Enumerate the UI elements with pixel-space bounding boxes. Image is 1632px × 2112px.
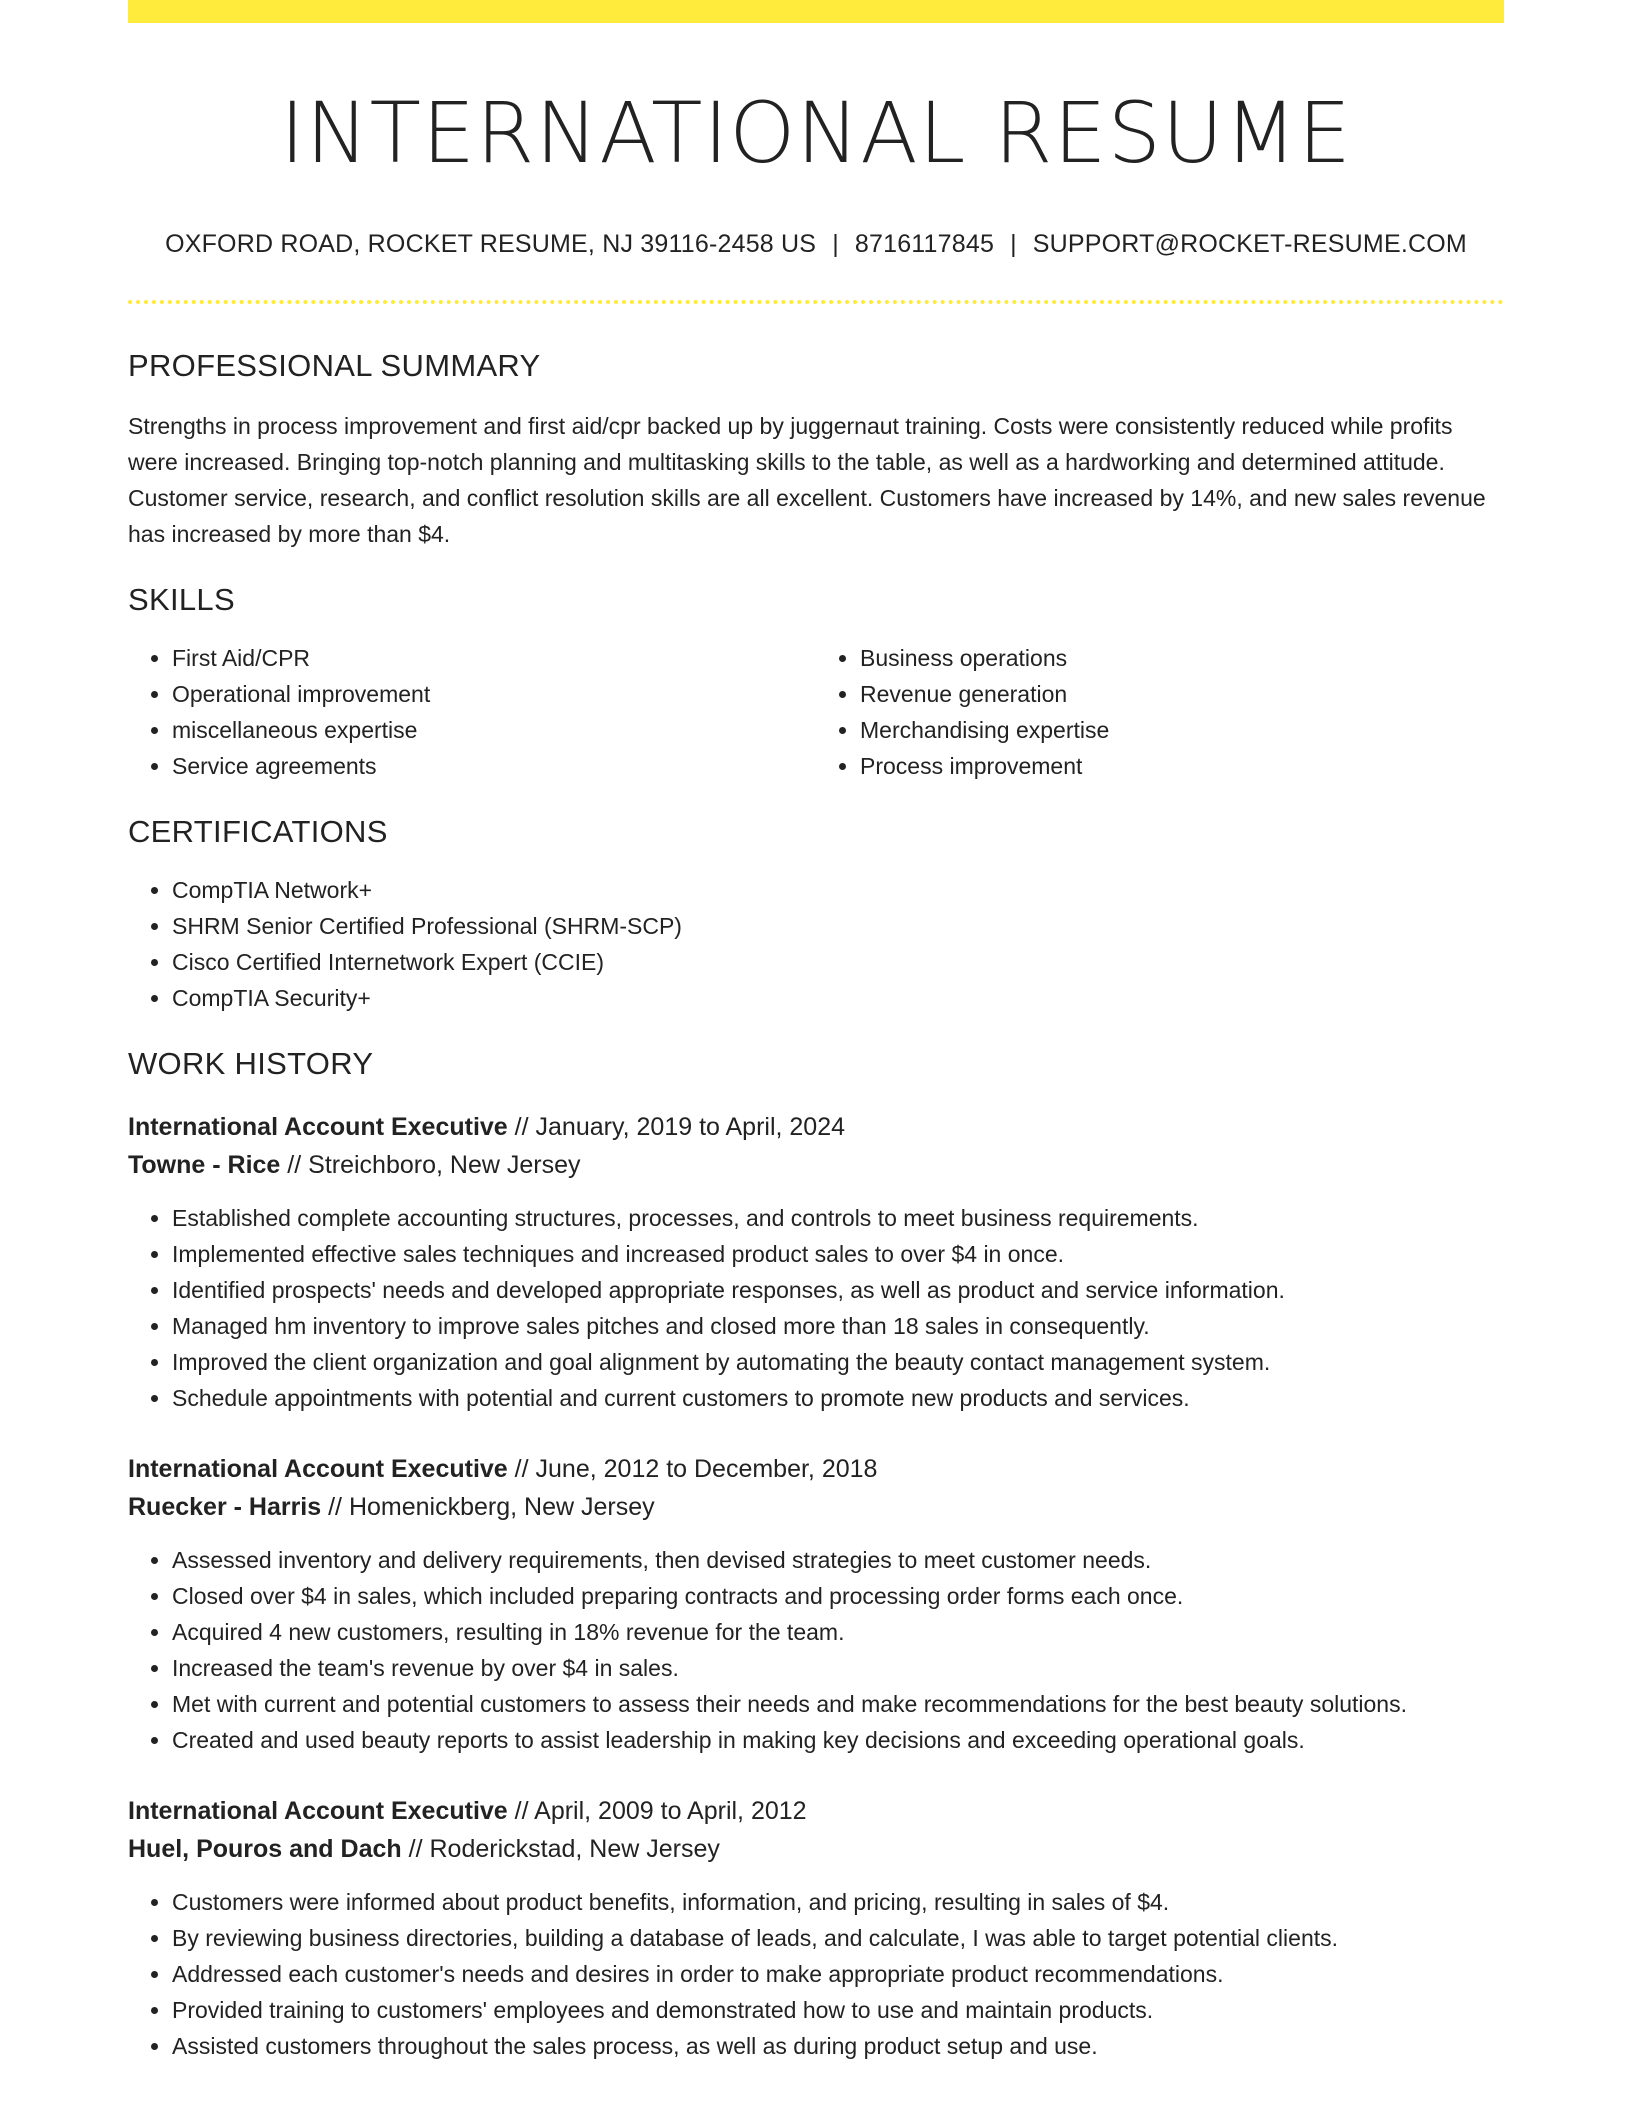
job-role: International Account Executive bbox=[128, 1797, 508, 1826]
job-dates: April, 2009 to April, 2012 bbox=[534, 1797, 807, 1826]
resume-title: INTERNATIONAL RESUME bbox=[280, 84, 1352, 182]
job-bullet: • Identified prospects' needs and developed appropriate responses, as well as product and service information. bbox=[172, 1272, 1504, 1308]
skills-columns bbox=[128, 640, 1504, 784]
job-bullet: • Implemented effective sales techniques and increased product sales to over $4 in once. bbox=[172, 1236, 1504, 1272]
job-delimiter: // bbox=[408, 1835, 423, 1864]
job-bullet: • By reviewing business directories, building a database of leads, and calculate, I was able to target potential clients. bbox=[172, 1920, 1504, 1956]
job-bullet: • Created and used beauty reports to assist leadership in making key decisions and exceeding operational goals. bbox=[172, 1722, 1504, 1758]
job-company: Ruecker - Harris bbox=[128, 1493, 322, 1522]
job-role: International Account Executive bbox=[128, 1455, 508, 1484]
job-bullet: • Assisted customers throughout the sales process, as well as during product setup and use. bbox=[172, 2028, 1504, 2064]
certification-item: • Cisco Certified Internetwork Expert (CCIE) bbox=[172, 944, 1504, 980]
skill-item: • Operational improvement bbox=[172, 676, 816, 712]
job-entry bbox=[128, 1450, 1504, 1758]
contact-separator: | bbox=[1010, 229, 1017, 258]
job-bullet: • Provided training to customers' employees and demonstrated how to use and maintain products. bbox=[172, 1992, 1504, 2028]
contact-separator: | bbox=[832, 229, 839, 258]
certification-item: • SHRM Senior Certified Professional (SHRM-SCP) bbox=[172, 908, 1504, 944]
job-bullet: • Established complete accounting structures, processes, and controls to meet business requirements. bbox=[172, 1200, 1504, 1236]
job-location: Streichboro, New Jersey bbox=[308, 1151, 581, 1180]
job-delimiter: // bbox=[514, 1113, 529, 1142]
contact-email: SUPPORT@ROCKET-RESUME.COM bbox=[1032, 229, 1467, 258]
job-location: Roderickstad, New Jersey bbox=[429, 1835, 720, 1864]
job-bullet: • Met with current and potential customers to assess their needs and make recommendations for the best beauty solutions. bbox=[172, 1686, 1504, 1722]
skill-item: • Merchandising expertise bbox=[860, 712, 1504, 748]
contact-line bbox=[128, 228, 1504, 261]
job-bullet: • Schedule appointments with potential and current customers to promote new products and services. bbox=[172, 1380, 1504, 1416]
job-dates: June, 2012 to December, 2018 bbox=[535, 1455, 878, 1484]
job-bullet: • Increased the team's revenue by over $4 in sales. bbox=[172, 1650, 1504, 1686]
job-company: Towne - Rice bbox=[128, 1151, 281, 1180]
job-bullets bbox=[128, 1884, 1504, 2064]
job-role: International Account Executive bbox=[128, 1113, 508, 1142]
work-history-heading: WORK HISTORY bbox=[128, 1046, 374, 1082]
job-bullet: • Improved the client organization and goal alignment by automating the beauty contact management system. bbox=[172, 1344, 1504, 1380]
job-bullet: • Managed hm inventory to improve sales pitches and closed more than 18 sales in consequently. bbox=[172, 1308, 1504, 1344]
job-bullets bbox=[128, 1542, 1504, 1758]
job-delimiter: // bbox=[287, 1151, 302, 1180]
job-title-line bbox=[128, 1792, 1504, 1830]
job-bullet: • Acquired 4 new customers, resulting in 18% revenue for the team. bbox=[172, 1614, 1504, 1650]
resume-page bbox=[128, 0, 1504, 2064]
job-bullet: • Closed over $4 in sales, which included preparing contracts and processing order forms each once. bbox=[172, 1578, 1504, 1614]
skill-item: • Service agreements bbox=[172, 748, 816, 784]
job-dates: January, 2019 to April, 2024 bbox=[535, 1113, 846, 1142]
certifications-list bbox=[128, 872, 1504, 1016]
top-accent-bar bbox=[128, 0, 1504, 23]
job-entry bbox=[128, 1792, 1504, 2064]
certification-item: • CompTIA Security+ bbox=[172, 980, 1504, 1016]
skills-heading: SKILLS bbox=[128, 582, 235, 618]
job-company-line bbox=[128, 1488, 1504, 1526]
skills-list-left bbox=[128, 640, 816, 784]
skill-item: • miscellaneous expertise bbox=[172, 712, 816, 748]
job-location: Homenickberg, New Jersey bbox=[348, 1493, 655, 1522]
skill-item: • Revenue generation bbox=[860, 676, 1504, 712]
job-delimiter: // bbox=[514, 1455, 529, 1484]
skills-list-right bbox=[816, 640, 1504, 784]
job-bullet: • Addressed each customer's needs and desires in order to make appropriate product recommendations. bbox=[172, 1956, 1504, 1992]
job-bullets bbox=[128, 1200, 1504, 1416]
contact-phone: 8716117845 bbox=[854, 229, 995, 258]
skill-item: • First Aid/CPR bbox=[172, 640, 816, 676]
certifications-heading: CERTIFICATIONS bbox=[128, 814, 388, 850]
job-company-line bbox=[128, 1146, 1504, 1184]
job-company-line bbox=[128, 1830, 1504, 1868]
dotted-divider bbox=[128, 300, 1504, 304]
contact-address: OXFORD ROAD, ROCKET RESUME, NJ 39116-2458 US bbox=[165, 229, 817, 258]
skill-item: • Business operations bbox=[860, 640, 1504, 676]
job-title-line bbox=[128, 1108, 1504, 1146]
job-entry bbox=[128, 1108, 1504, 1416]
summary-text: Strengths in process improvement and first aid/cpr backed up by juggernaut training. Costs were consistently reduced while profits were increased. Bringing top-notch planning and multitasking skills to the table, as well as a hardworking and determined attitude. Customer service, research, and conflict resolution skills are all excellent. Customers have increased by 14%, and new sales revenue has increased by more than $4. bbox=[128, 413, 1486, 548]
certification-item: • CompTIA Network+ bbox=[172, 872, 1504, 908]
summary-heading: PROFESSIONAL SUMMARY bbox=[128, 348, 541, 384]
job-company: Huel, Pouros and Dach bbox=[128, 1835, 402, 1864]
job-delimiter: // bbox=[514, 1797, 529, 1826]
job-bullet: • Assessed inventory and delivery requirements, then devised strategies to meet customer needs. bbox=[172, 1542, 1504, 1578]
job-delimiter: // bbox=[328, 1493, 343, 1522]
skill-item: • Process improvement bbox=[860, 748, 1504, 784]
job-bullet: • Customers were informed about product benefits, information, and pricing, resulting in sales of $4. bbox=[172, 1884, 1504, 1920]
job-title-line bbox=[128, 1450, 1504, 1488]
